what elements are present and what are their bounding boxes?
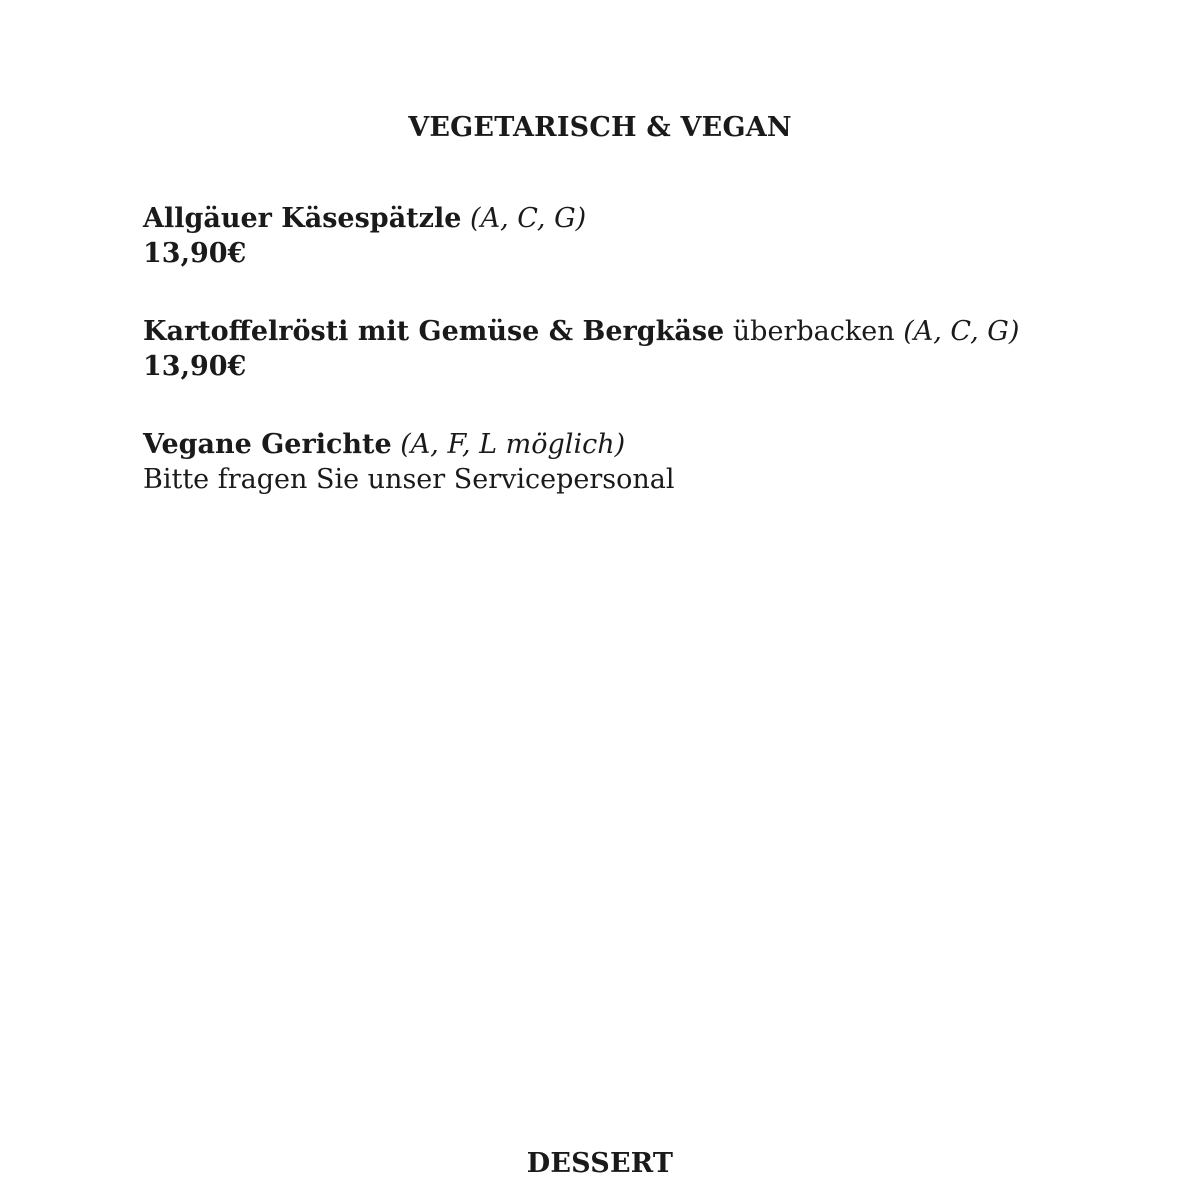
section-title-vegetarian: VEGETARISCH & VEGAN [408, 112, 792, 143]
menu-item-allergens: (A, C, G) [470, 203, 587, 234]
menu-item-note: Bitte fragen Sie unser Servicepersonal [143, 464, 675, 495]
menu-item [143, 314, 1019, 384]
menu-item-allergens: (A, F, L möglich) [400, 429, 626, 460]
menu-item-line [143, 314, 1019, 349]
menu-item-price: 13,90€ [143, 351, 247, 382]
menu-item-name: Kartoffelrösti mit Gemüse & Bergkäse [143, 316, 725, 347]
menu-item-description: überbacken [732, 316, 895, 347]
menu-item-name: Allgäuer Käsespätzle [143, 203, 462, 234]
menu-item-price: 13,90€ [143, 238, 247, 269]
menu-item-allergens: (A, C, G) [903, 316, 1020, 347]
menu-item [143, 201, 586, 271]
section-title-dessert: DESSERT [526, 1148, 674, 1179]
menu-item-line [143, 427, 675, 462]
menu-item-line [143, 201, 586, 236]
menu-item [143, 427, 675, 497]
menu-item-name: Vegane Gerichte [143, 429, 392, 460]
